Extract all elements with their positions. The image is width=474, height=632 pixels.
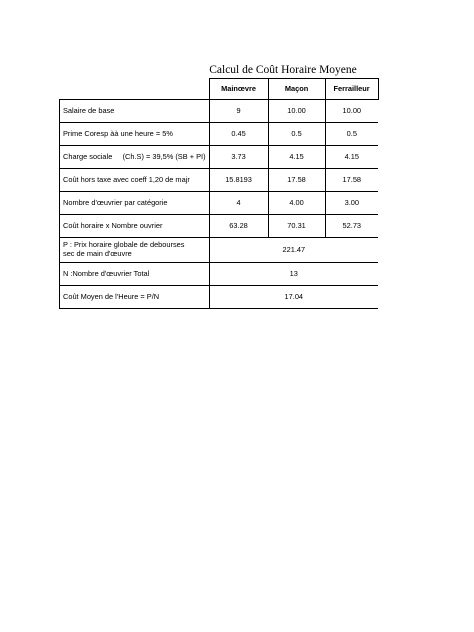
cell-value: 63.28 <box>209 215 268 238</box>
summary-value: 221.47 <box>209 238 378 263</box>
summary-label-line2: sec de main d'œuvre <box>63 249 132 258</box>
sheet-title: Calcul de Coût Horaire Moyene <box>209 64 357 76</box>
cell-value: 3.73 <box>209 146 268 169</box>
cell-value: 10.00 <box>325 100 378 123</box>
header-macon: Maçon <box>268 79 325 100</box>
cost-table <box>59 78 379 309</box>
table-row <box>60 100 379 123</box>
cell-value: 52.73 <box>325 215 378 238</box>
cell-value: 0.5 <box>268 123 325 146</box>
table-row <box>60 169 379 192</box>
table-row <box>60 146 379 169</box>
cell-value: 9 <box>209 100 268 123</box>
row-label: Prime Coresp àà une heure = 5% <box>60 123 210 146</box>
header-blank <box>60 79 210 100</box>
cell-value: 4.00 <box>268 192 325 215</box>
table-row <box>60 123 379 146</box>
summary-row <box>60 263 379 286</box>
row-label: Nombre d'œuvrier par catégorie <box>60 192 210 215</box>
summary-value: 17.04 <box>209 286 378 309</box>
table-row <box>60 215 379 238</box>
summary-label: Coût Moyen de l'Heure = P/N <box>60 286 210 309</box>
cell-value: 4.15 <box>325 146 378 169</box>
summary-label <box>60 238 210 263</box>
row-label: Salaire de base <box>60 100 210 123</box>
cell-value: 17.58 <box>325 169 378 192</box>
summary-row <box>60 286 379 309</box>
cell-value: 4.15 <box>268 146 325 169</box>
summary-label-line1: P : Prix horaire globale de debourses <box>63 240 185 250</box>
cell-value: 15.8193 <box>209 169 268 192</box>
row-label: Charge sociale (Ch.S) = 39,5% (SB + PI) <box>60 146 210 169</box>
table-row <box>60 192 379 215</box>
cell-value: 70.31 <box>268 215 325 238</box>
cell-value: 10.00 <box>268 100 325 123</box>
header-row <box>60 79 379 100</box>
summary-row <box>60 238 379 263</box>
header-mainoeuvre: Mainœvre <box>209 79 268 100</box>
cell-value: 17.58 <box>268 169 325 192</box>
cell-value: 0.45 <box>209 123 268 146</box>
summary-label: N :Nombre d'œuvrier Total <box>60 263 210 286</box>
cell-value: 4 <box>209 192 268 215</box>
row-label: Coût horaire x Nombre ouvrier <box>60 215 210 238</box>
cell-value: 0.5 <box>325 123 378 146</box>
cell-value: 3.00 <box>325 192 378 215</box>
row-label: Coût hors taxe avec coeff 1,20 de majr <box>60 169 210 192</box>
header-ferrailleur: Ferrailleur <box>325 79 378 100</box>
summary-value: 13 <box>209 263 378 286</box>
